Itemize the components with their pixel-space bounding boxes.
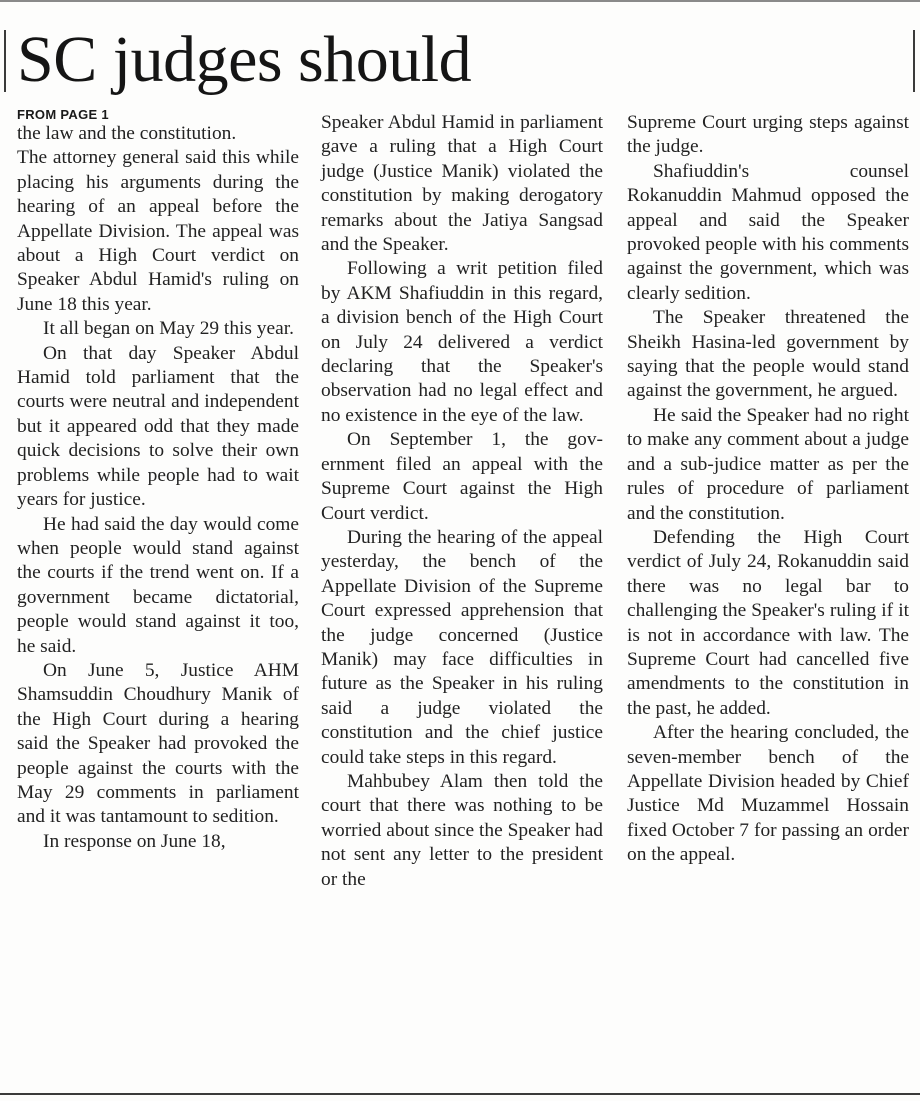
- article-column-2: [321, 111, 603, 892]
- paragraph: After the hearing concluded, the seven-member bench of the Appellate Division headed by Chief Justice Md Muzammel Hossain fixed October 7 for passing an order on the appeal.: [627, 722, 909, 866]
- paragraph: Speaker Abdul Hamid in parliament gave a ruling that a High Court judge (Justice Manik) violated the constitution by making derogatory remarks about the Jatiya Sangsad and the Speaker.: [321, 112, 603, 256]
- paragraph: On September 1, the government filed an appeal with the Supreme Court against the High Court verdict.: [321, 429, 603, 524]
- headline: SC judges should: [17, 23, 472, 96]
- paragraph: During the hearing of the appeal yesterday, the bench of the Appellate Division of the Supreme Court expressed apprehension that the judge concerned (Justice Manik) may face difficulties in future as the Speaker in his ruling said a judge violated the constitution and the chief justice could take steps in this regard.: [321, 526, 603, 768]
- paragraph: Supreme Court urging steps against the judge.: [627, 112, 909, 158]
- paragraph: In response on June 18,: [43, 830, 226, 852]
- paragraph: Following a writ petition filed by AKM Shafiuddin in this regard, a division bench of the High Court on July 24 delivered a verdict declaring that the Speaker's observation had no legal effect and no existence in the eye of the law.: [321, 258, 603, 426]
- paragraph: Mahbubey Alam then told the court that there was nothing to be worried about since the Speaker had not sent any letter to the president or the: [321, 770, 603, 890]
- article-column-3: [627, 111, 909, 868]
- paragraph: Defending the High Court verdict of July 24, Rokanuddin said there was no legal bar to challenging the Speaker's ruling if it is not in accordance with law. The Supreme Court had cancelled five amendments to the constitution in the past, he added.: [627, 526, 909, 719]
- paragraph: He said the Speaker had no right to make any comment about a judge and a sub-judice matter as per the rules of procedure of parliament and the constitution.: [627, 404, 909, 524]
- paragraph: The attorney general said this while placing his arguments during the hearing of an appeal before the Appellate Division. The appeal was about a High Court verdict on Speaker Abdul Hamid's ruling on June 18 this year.: [17, 147, 299, 315]
- article-column-1: [17, 108, 299, 854]
- headline-left-rule: [4, 30, 6, 92]
- paragraph: On June 5, Justice AHM Shamsuddin Choudhury Manik of the High Court during a hearing said the Speaker had provoked the people against the courts with the May 29 comments in parliament and it was tantamount to sedition.: [17, 659, 299, 828]
- paragraph: On that day Speaker Abdul Hamid told parliament that the courts were neutral and independent but it appeared odd that they made quick decisions to solve their own problems while people had to wait years for justice.: [17, 342, 299, 511]
- top-rule: [0, 0, 920, 2]
- headline-right-rule: [913, 30, 915, 92]
- kicker-from-page-1: FROM PAGE 1: [17, 107, 109, 122]
- paragraph: He had said the day would come when people would stand against the courts if the trend went on. If a government became dictatorial, people would stand against it too, he said.: [17, 513, 299, 657]
- paragraph: Shafiuddin's counsel Rokanuddin Mahmud opposed the appeal and said the Speaker provoked people with his comments against the government, which was clearly sedition.: [627, 160, 909, 304]
- paragraph: It all began on May 29 this year.: [43, 318, 294, 340]
- paragraph: the law and the constitution.: [17, 123, 237, 144]
- paragraph: The Speaker threatened the Sheikh Hasina-led government by saying that the people would stand against the government, he argued.: [627, 307, 909, 402]
- bottom-rule: [0, 1093, 920, 1095]
